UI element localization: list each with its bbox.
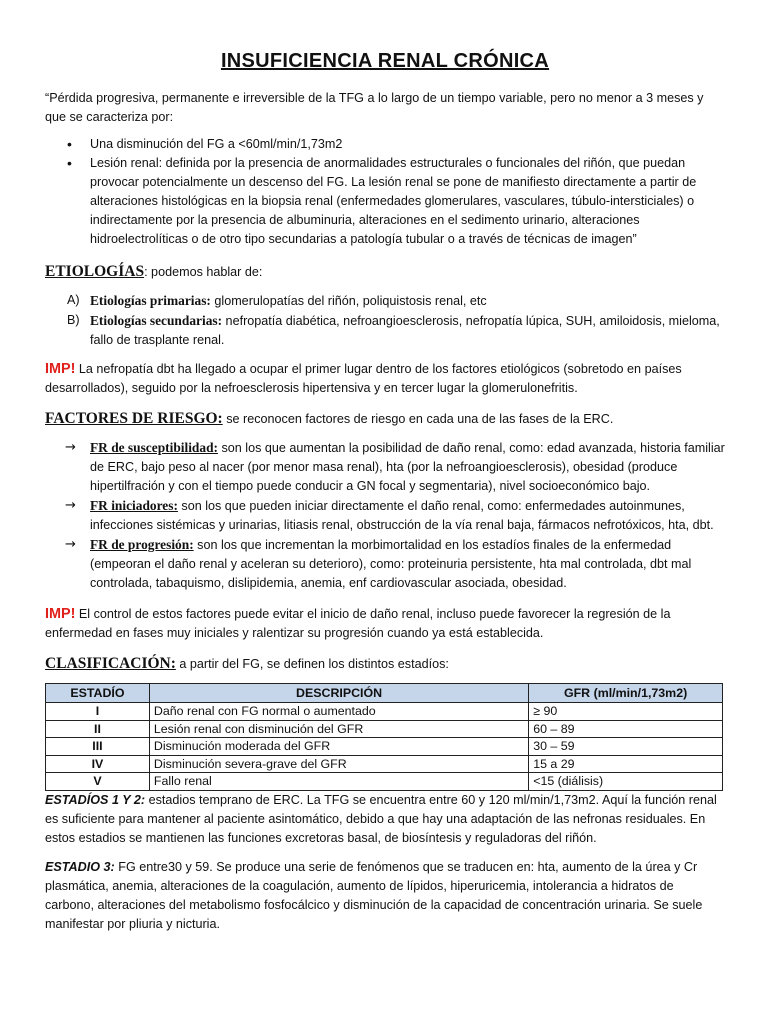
arrow-icon: → (65, 498, 76, 513)
table-header-row (46, 684, 723, 703)
clasificacion-heading: CLASIFICACIÓN: (45, 655, 176, 672)
estadio-3-label: ESTADIO 3: (45, 859, 115, 874)
stage-cell: III (46, 738, 150, 756)
column-header: ESTADÍO (46, 684, 150, 703)
arrow-icon: → (65, 440, 76, 455)
gfr-cell: ≥ 90 (529, 703, 723, 721)
page-title: INSUFICIENCIA RENAL CRÓNICA (220, 50, 550, 72)
factor-item (45, 496, 725, 535)
factor-label: FR iniciadores: (90, 498, 178, 513)
table-row (46, 703, 723, 721)
intro-paragraph: “Pérdida progresiva, permanente e irreversible de la TFG a lo largo de un tiempo variable, pero no menor a 3 meses y que se caracteriza por: (45, 91, 704, 124)
gfr-cell: <15 (diálisis) (529, 773, 723, 791)
etiologias-intro (45, 261, 725, 283)
etiologia-marker: B) (67, 313, 80, 327)
etiologia-label: Etiologías primarias: (90, 293, 211, 308)
etiologias-heading: ETIOLOGÍAS (45, 263, 145, 280)
factor-text: son los que aumentan la posibilidad de daño renal, como: edad avanzada, historia familiar de ERC, bajo peso al nacer (por menor masa renal), hta (por la nefroangioesclerosis), obesidad (produce hipertilfración y con el tiempo puede conducir a GN focal y segmentaria), nivel socioeconómico bajo. (90, 441, 725, 493)
estadio-3-paragraph (45, 858, 725, 934)
etiologia-item (45, 291, 725, 311)
etiologias-intro-text: : podemos hablar de: (144, 265, 263, 279)
factor-text: son los que incrementan la morbimortalidad en los estadíos finales de la enfermedad (empeoran el daño renal y aceleran su deterioro), como: proteinuria persistente, hta mal controlada, dbt mal controlada, tabaquismo, dislipidemia, anemia, enf cardiovascular asociada, obesidad. (90, 538, 692, 590)
stage-cell: I (46, 703, 150, 721)
clasificacion-intro-text: a partir del FG, se definen los distintos estadíos: (175, 657, 449, 671)
factores-heading: FACTORES DE RIESGO: (45, 410, 223, 427)
factor-label: FR de susceptibilidad: (90, 440, 218, 455)
etiologia-marker: A) (67, 293, 80, 307)
stage-cell: IV (46, 755, 150, 773)
imp-text: El control de estos factores puede evitar el inicio de daño renal, incluso puede favorecer la regresión de la enfermedad en fases muy iniciales y ralentizar su progresión cuando ya está establecida. (45, 607, 671, 640)
imp-note-1 (45, 360, 725, 398)
stage-cell: V (46, 773, 150, 791)
estadios-1-2-paragraph (45, 791, 725, 848)
etiologia-text: nefropatía diabética, nefroangioesclerosis, nefropatía lúpica, SUH, amiloidosis, mieloma, fallo de trasplante renal. (90, 314, 720, 347)
table-row (46, 755, 723, 773)
clasificacion-intro (45, 653, 725, 675)
bullet-item: • Lesión renal: definida por la presencia de anormalidades estructurales o funcionales del riñón, que puedan provocar potencialmente un descenso del FG. La lesión renal se pone de manifiesto directamente a partir de alteraciones histológicas en la biopsia renal (enfermedades glomerulares, vasculares, túbulo-intersticiales) o indirectamente por la presencia de albuminuria, alteraciones en el sedimento urinario, alteraciones hidroelectrolíticas o de otro tipo secundarias a patología tubular o a través de técnicas de imagen” (45, 154, 725, 249)
factor-item (45, 438, 725, 496)
column-header: DESCRIPCIÓN (149, 684, 528, 703)
imp-note-2 (45, 605, 725, 643)
table-row (46, 720, 723, 738)
gfr-cell: 15 a 29 (529, 755, 723, 773)
description-cell: Lesión renal con disminución del GFR (149, 720, 528, 738)
estadios-1-2-text: estadios temprano de ERC. La TFG se encuentra entre 60 y 120 ml/min/1,73m2. Aquí la función renal es suficiente para mantener al paciente asintomático, debido a que hay una adaptación de las nefronas residuales. En estos estadios se mantienen las funciones excretoras basal, de biosíntesis y reguladoras del riñón. (45, 792, 717, 845)
description-cell: Daño renal con FG normal o aumentado (149, 703, 528, 721)
description-cell: Disminución severa-grave del GFR (149, 755, 528, 773)
factores-intro (45, 408, 725, 430)
imp-label: IMP! (45, 361, 76, 377)
etiologia-item (45, 311, 725, 350)
document-page (45, 44, 725, 944)
table-row (46, 738, 723, 756)
gfr-cell: 60 – 89 (529, 720, 723, 738)
factores-list (45, 438, 725, 593)
estadio-3-text: FG entre30 y 59. Se produce una serie de fenómenos que se traducen en: hta, aumento de la úrea y Cr plasmática, anemia, alteraciones de la coagulación, aumento de lípidos, hiperuricemia, intolerancia a hidratos de carbono, alteraciones del metabolismo fosfocálcico y disminución de la capacidad de concentración urinaria. Se suele manifestar por pliuria y nicturia. (45, 859, 703, 931)
factor-text: son los que pueden iniciar directamente el daño renal, como: enfermedades autoinmunes, infecciones sistémicas y urinarias, litiasis renal, obstrucción de la vía renal baja, fármacos nefrotóxicos, hta, dbt. (90, 499, 714, 532)
factor-label: FR de progresión: (90, 537, 194, 552)
imp-label: IMP! (45, 606, 76, 622)
etiologia-text: glomerulopatías del riñón, poliquistosis renal, etc (210, 294, 487, 308)
description-cell: Fallo renal (149, 773, 528, 791)
table-row (46, 773, 723, 791)
etiologia-label: Etiologías secundarias: (90, 313, 223, 328)
stage-cell: II (46, 720, 150, 738)
bullet-item: • Una disminución del FG a <60ml/min/1,73m2 (45, 135, 725, 154)
etiologias-list (45, 291, 725, 350)
factor-item (45, 535, 725, 593)
description-cell: Disminución moderada del GFR (149, 738, 528, 756)
estadios-1-2-label: ESTADÍOS 1 Y 2: (45, 792, 146, 807)
column-header: GFR (ml/min/1,73m2) (529, 684, 723, 703)
definition-bullets (45, 135, 725, 249)
arrow-icon: → (65, 537, 76, 552)
imp-text: La nefropatía dbt ha llegado a ocupar el primer lugar dentro de los factores etiológicos (sobretodo en países desarrollados), seguido por la nefroesclerosis hipertensiva y en tercer lugar la glomerulonefritis. (45, 362, 682, 395)
stages-table (45, 683, 723, 791)
gfr-cell: 30 – 59 (529, 738, 723, 756)
factores-intro-text: se reconocen factores de riesgo en cada una de las fases de la ERC. (222, 412, 614, 426)
